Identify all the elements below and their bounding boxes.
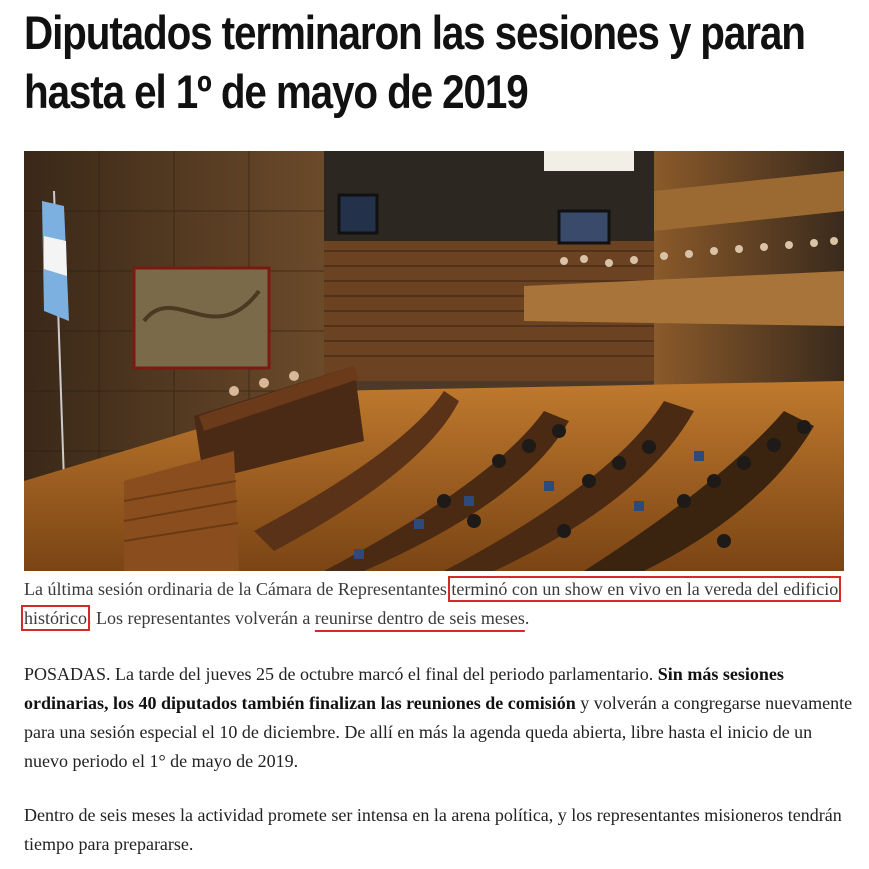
- paragraph-1-bold: Sin más sesiones ordinarias, los 40 diputados también finalizan las reuniones de comisión: [24, 664, 784, 713]
- paragraph-1-text-b: y volverán a congregarse nuevamente para una sesión especial el 10 de diciembre. De allí en más la agenda queda abierta, libre hasta el inicio de un nuevo periodo el 1° de mayo de 2019.: [24, 693, 853, 771]
- lead-text-1: La última sesión ordinaria de la Cámara de Representantes: [24, 579, 452, 599]
- article: [24, 0, 853, 854]
- lead-text-2: . Los representantes volverán a: [87, 608, 315, 628]
- paragraph-1-text-a: POSADAS. La tarde del jueves 25 de octubre marcó el final del periodo parlamentario.: [24, 664, 658, 684]
- highlight-underline-meses: reunirse dentro de seis meses: [314, 608, 525, 628]
- chamber-photo: [24, 151, 844, 571]
- body-paragraph-1: [24, 660, 859, 776]
- photo-caption-lead: [24, 575, 854, 633]
- body-paragraph-2: Dentro de seis meses la actividad promete ser intensa en la arena política, y los representantes misioneros tendrán tiempo para prepararse.: [24, 805, 842, 854]
- article-headline: Diputados terminaron las sesiones y paran hasta el 1º de mayo de 2019: [24, 6, 805, 118]
- lead-text-3: .: [524, 608, 530, 628]
- highlight-box-show: terminó con un show en vivo en la vereda del edificio histórico: [24, 579, 839, 628]
